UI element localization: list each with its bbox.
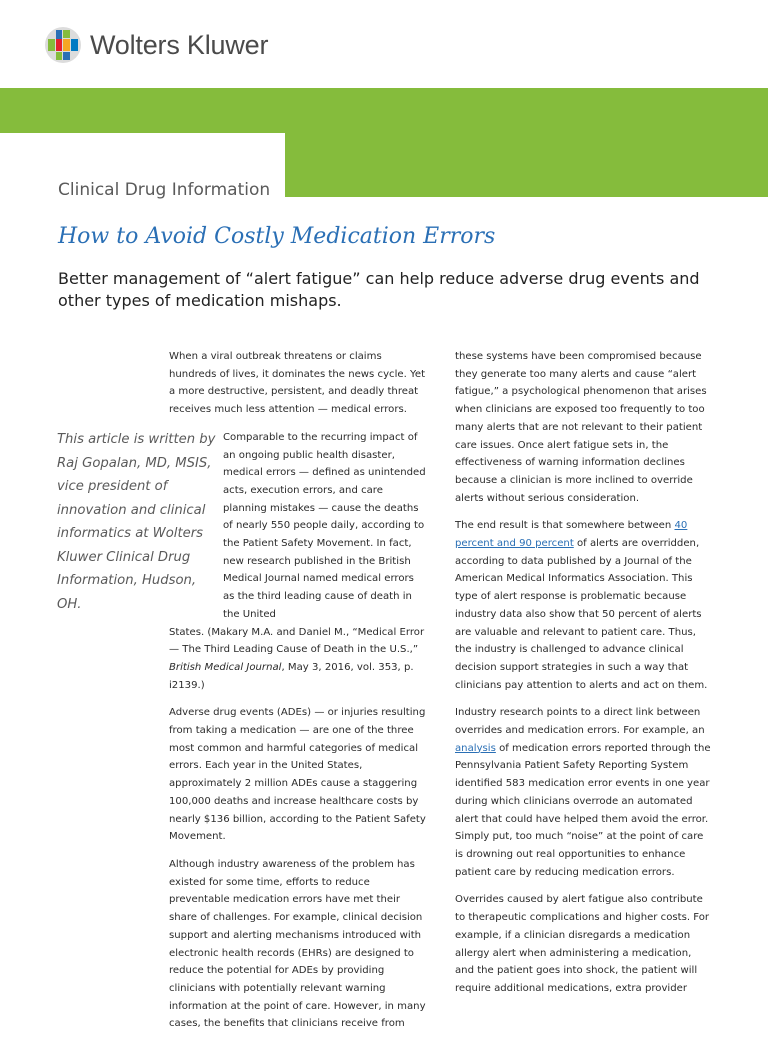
paragraph: Overrides caused by alert fatigue also contribute to therapeutic complications and higher costs. For example, if a clinician disregards a medication allergy alert when administering a medication, and the patient goes into shock, the patient will require additional medications, extra provider xyxy=(455,894,710,994)
header-band-tab xyxy=(285,133,768,197)
article-subtitle: Better management of “alert fatigue” can help reduce adverse drug events and other types of medication mishaps. xyxy=(58,269,700,310)
paragraph-text: of alerts are overridden, according to data published by a Journal of the American Medical Informatics Association. This type of alert response is problematic because industry data also show that 50 percent of alerts are valuable and relevant to patient care. Thus, the industry is challenged to advance clinical decision support strategies in such a way that clinicians pay attention to alerts and act on them. xyxy=(455,538,708,691)
paragraph xyxy=(455,517,713,694)
paragraph-text: of medication errors reported through the Pennsylvania Patient Safety Reporting System identified 583 medication error events in one year during which clinicians overrode an automated alert that could have helped them avoid the error. Simply put, too much “noise” at the point of care is drowning out real opportunities to enhance patient care by reducing medication errors. xyxy=(455,742,711,878)
paragraph: Although industry awareness of the problem has existed for some time, efforts to reduce preventable medication errors have met their share of challenges. For example, clinical decision support and alerting mechanisms introduced with electronic health records (EHRs) are designed to reduce the potential for ADEs by providing clinicians with potentially relevant warning information at the point of care. However, in many cases, the benefits that clinicians receive from xyxy=(169,858,426,1030)
author-pullquote: This article is written by Raj Gopalan, MD, MSIS, vice president of innovation and clinical informatics at Wolters Kluwer Clinical Drug Information, Hudson, OH. xyxy=(57,432,216,612)
section-label: Clinical Drug Information xyxy=(58,180,271,200)
brand-logo[interactable] xyxy=(44,26,268,64)
paragraph: When a viral outbreak threatens or claims hundreds of lives, it dominates the news cycle. Yet a more destructive, persistent, and deadly threat receives much less attention — medical errors. xyxy=(169,351,426,416)
paragraph xyxy=(169,429,427,695)
brand-name: Wolters Kluwer xyxy=(90,29,269,60)
wrapped-text: Comparable to the recurring impact of an ongoing public health disaster, medical errors — defined as unintended acts, execution errors, and care planning mistakes — cause the deaths of nearly 550 people daily, according to the Patient Safety Movement. In fact, new research published in the British Medical Journal named medical errors as the third leading cause of death in the United xyxy=(223,431,426,620)
paragraph: Adverse drug events (ADEs) — or injuries resulting from taking a medication — are one of the three most common and harmful categories of medical errors. Each year in the United States, approximately 2 million ADEs cause a staggering 100,000 deaths and increase healthcare costs by nearly $136 billion, according to the Patient Safety Movement. xyxy=(169,707,426,843)
statistic-link[interactable]: 40 percent and 90 percent xyxy=(455,520,688,550)
paragraph-text: Industry research points to a direct link between overrides and medication errors. For example, an xyxy=(455,707,705,737)
paragraph xyxy=(455,704,713,881)
left-column xyxy=(169,348,427,1043)
paragraph-text: The end result is that somewhere between xyxy=(455,520,672,532)
article-title: How to Avoid Costly Medication Errors xyxy=(58,224,496,249)
analysis-link[interactable]: analysis xyxy=(455,742,496,754)
right-column xyxy=(455,348,713,1008)
paragraph: these systems have been compromised because they generate too many alerts and cause “alert fatigue,” a psychological phenomenon that arises when clinicians are exposed too frequently to too many alerts that are not relevant to their patient care issues. Once alert fatigue sets in, the effectiveness of warning information declines because a clinician is more inclined to override alerts without serious consideration. xyxy=(455,351,707,504)
header-band xyxy=(0,88,768,133)
citation: , May 3, 2016, vol. 353, p. i2139.) xyxy=(169,661,414,691)
paragraph-continued: States. (Makary M.A. and Daniel M., “Medical Error — The Third Leading Cause of Death in the U.S.,” xyxy=(169,626,425,656)
logo-icon xyxy=(44,26,82,64)
journal-name: British Medical Journal xyxy=(169,661,282,673)
